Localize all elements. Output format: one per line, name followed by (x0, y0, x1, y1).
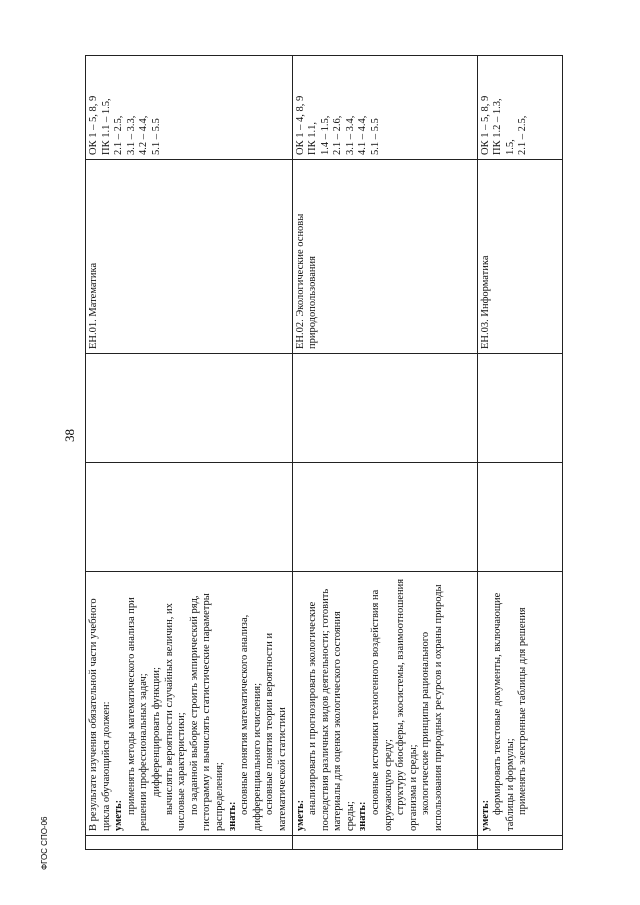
requirement-heading: знать: (226, 801, 238, 831)
requirement-line: основные источники техногенного воздействия на (370, 589, 382, 815)
requirement-line: материалы для оценки экологического состояния (332, 611, 344, 831)
page-number: 38 (62, 429, 77, 442)
requirement-line: окружающую среду; (382, 739, 394, 831)
competency-line: ОК 1 – 5, 8, 9 (88, 95, 99, 155)
requirement-line: применять методы математического анализа при (125, 597, 137, 815)
requirement-line: числовые характеристики; (176, 712, 188, 831)
competency-line: 4.2 – 4.4, (138, 115, 150, 155)
competency-line: 2.1 – 2.5, (517, 115, 529, 155)
requirement-line: по заданной выборке строить эмпирический ряд, (188, 595, 200, 815)
competency-line: 5.1 – 5.5 (150, 118, 162, 155)
requirements-cell (86, 572, 293, 836)
requirement-line: последствия различных видов деятельности; готовить (319, 588, 331, 831)
requirement-line: вычислять вероятности случайных величин, их (163, 603, 175, 815)
competency-line: ПК 1.1 – 1.5, (100, 98, 112, 155)
requirements-cell (292, 572, 477, 836)
competency-line: 1.5, (504, 139, 516, 155)
competency-line: 2.1 – 2.6, (332, 115, 344, 155)
discipline-name: ЕН.03. Информатика (479, 255, 491, 349)
requirement-line: В результате изучения обязательной части учебного (88, 598, 99, 831)
requirements-cell (477, 572, 562, 836)
requirement-line: анализировать и прогнозировать экологические (307, 601, 319, 815)
competency-line: ПК 1.2 – 1.3, (492, 98, 504, 155)
discipline-name: ЕН.01. Математика (88, 262, 99, 349)
discipline-name: ЕН.02. Экологические основы природопользования (294, 213, 319, 349)
requirement-line: дифференциального исчисления; (251, 682, 263, 831)
requirement-line: среды; (344, 801, 356, 831)
empty-cell (477, 354, 562, 463)
requirement-line: гистограмму и вычислять статистические параметры (201, 593, 213, 831)
competency-line: 5.1 – 5.5 (370, 118, 382, 155)
empty-cell (86, 463, 293, 572)
rotated-page-content (70, 60, 570, 860)
requirement-line: структуру биосферы, экосистемы, взаимоотношения (395, 578, 407, 815)
requirement-heading: уметь: (294, 799, 306, 831)
competency-line: 3.1 – 3.4, (344, 115, 356, 155)
requirement-line: распределения; (213, 762, 225, 831)
empty-cell (292, 463, 477, 572)
discipline-cell (477, 160, 562, 354)
requirement-heading: знать: (357, 801, 369, 831)
competency-line: ОК 1 – 5, 8, 9 (479, 95, 491, 155)
requirement-heading: уметь: (479, 799, 491, 831)
competencies-cell (86, 56, 293, 160)
table-row (292, 56, 477, 850)
requirement-line: цикла обучающийся должен: (100, 701, 112, 831)
table-row (477, 56, 562, 850)
requirement-line: формировать текстовые документы, включающие (492, 592, 504, 815)
empty-cell (477, 463, 562, 572)
competency-line: 4.1 – 4.4, (357, 115, 369, 155)
curriculum-table (85, 55, 563, 850)
index-cell (477, 836, 562, 850)
competency-line: 2.1 – 2.5, (113, 115, 125, 155)
competencies-cell (477, 56, 562, 160)
requirement-heading: уметь: (113, 799, 125, 831)
competency-line: ПК 1.1, (307, 122, 319, 155)
requirement-line: экологические принципы рационального (420, 631, 432, 815)
empty-cell (292, 354, 477, 463)
competencies-cell (292, 56, 477, 160)
competency-line: 3.1 – 3.3, (125, 115, 137, 155)
requirement-line: организма и среды; (407, 744, 419, 831)
requirement-line: основные понятия математического анализа, (239, 614, 251, 815)
requirement-line: использования природных ресурсов и охраны природы (433, 584, 445, 831)
requirement-line: решении профессиональных задач; (138, 673, 150, 831)
empty-cell (86, 354, 293, 463)
discipline-cell (292, 160, 477, 354)
requirement-line: основные понятия теории вероятности и (264, 632, 276, 815)
index-cell (86, 836, 293, 850)
index-cell (292, 836, 477, 850)
requirement-line: таблицы и формулы; (504, 738, 516, 831)
table-row (86, 56, 293, 850)
requirement-line: применять электронные таблицы для решения (517, 607, 529, 815)
competency-line: 1.4 – 1.5, (319, 115, 331, 155)
page-footer: ФГОС СПО-06 (40, 816, 49, 870)
competency-line: ОК 1 – 4, 8, 9 (294, 95, 306, 155)
requirement-line: дифференцировать функции; (150, 667, 162, 797)
discipline-cell (86, 160, 293, 354)
requirement-line: математической статистики (276, 707, 288, 831)
